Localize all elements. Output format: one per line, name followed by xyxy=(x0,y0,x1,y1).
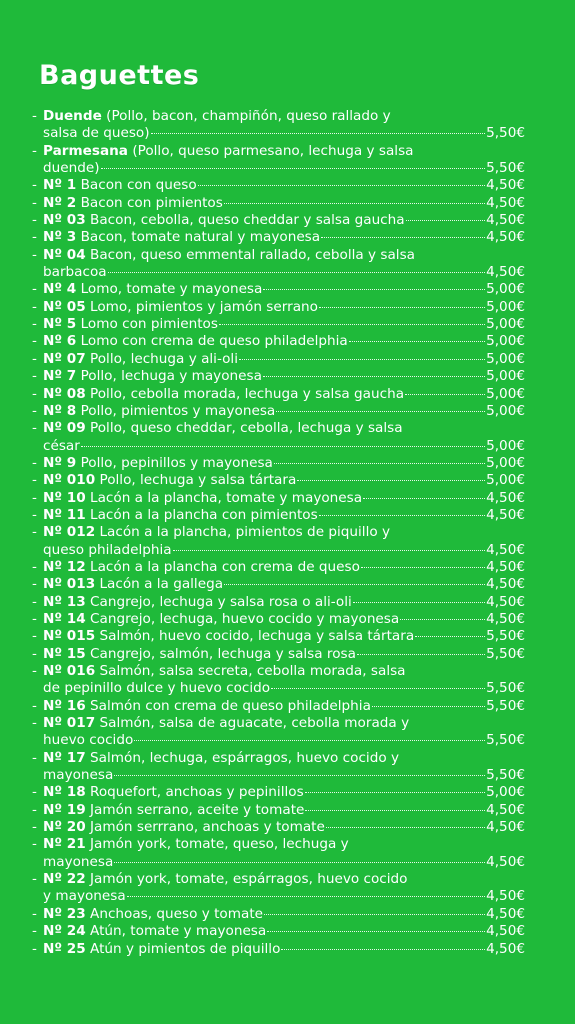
list-dash: - xyxy=(32,420,37,437)
menu-item xyxy=(32,333,525,350)
item-description: Lomo con crema de queso philadelphia xyxy=(80,333,348,350)
item-description: Bacon con pimientos xyxy=(80,194,223,211)
item-code: Nº 08 xyxy=(43,385,86,402)
item-price: 4,50€ xyxy=(486,905,525,922)
item-price: 4,50€ xyxy=(486,819,525,836)
item-description: Lacón a la plancha con pimientos xyxy=(90,506,318,523)
list-dash: - xyxy=(32,749,37,766)
list-dash: - xyxy=(32,229,37,246)
item-price: 5,00€ xyxy=(486,316,525,333)
item-price: 4,50€ xyxy=(486,506,525,523)
item-description: Anchoas, queso y tomate xyxy=(90,905,264,922)
item-price: 5,00€ xyxy=(486,281,525,298)
item-description: salsa de queso) xyxy=(43,125,150,142)
list-dash: - xyxy=(32,177,37,194)
menu-item xyxy=(32,108,525,143)
item-price: 4,50€ xyxy=(486,264,525,281)
item-description: de pepinillo dulce y huevo cocido xyxy=(43,680,271,697)
list-dash: - xyxy=(32,524,37,541)
item-code: Nº 16 xyxy=(43,697,86,714)
menu-item xyxy=(32,663,525,698)
menu-item xyxy=(32,420,525,455)
dot-leader xyxy=(321,237,485,238)
dot-leader xyxy=(239,359,485,360)
item-price: 5,50€ xyxy=(486,767,525,784)
list-dash: - xyxy=(32,576,37,593)
item-code: Nº 05 xyxy=(43,298,86,315)
item-code: Nº 8 xyxy=(43,402,77,419)
item-description: Lomo con pimientos xyxy=(80,316,218,333)
item-price: 4,50€ xyxy=(486,558,525,575)
list-dash: - xyxy=(32,316,37,333)
item-description: Pollo, cebolla morada, lechuga y salsa gaucha xyxy=(90,385,405,402)
item-description: Salmón con crema de queso philadelphia xyxy=(90,697,371,714)
item-code: Nº 12 xyxy=(43,558,86,575)
item-price: 4,50€ xyxy=(486,888,525,905)
item-price: 4,50€ xyxy=(486,194,525,211)
item-description: Salmón, salsa secreta, cebolla morada, salsa xyxy=(99,663,406,679)
item-description: queso philadelphia xyxy=(43,541,172,558)
item-code: Nº 20 xyxy=(43,819,86,836)
item-code: Nº 18 xyxy=(43,784,86,801)
item-description: Atún, tomate y mayonesa xyxy=(90,923,267,940)
item-code: Nº 012 xyxy=(43,524,96,541)
menu-item xyxy=(32,281,525,298)
item-description: Pollo, lechuga y mayonesa xyxy=(80,368,262,385)
list-dash: - xyxy=(32,905,37,922)
menu-item xyxy=(32,247,525,282)
item-price: 4,50€ xyxy=(486,593,525,610)
item-code: Nº 25 xyxy=(43,940,86,957)
item-price: 4,50€ xyxy=(486,541,525,558)
item-code: Nº 013 xyxy=(43,576,96,593)
item-price: 5,50€ xyxy=(486,732,525,749)
dot-leader xyxy=(271,688,485,689)
item-description: Lacón a la plancha, pimientos de piquillo y xyxy=(99,524,391,541)
item-price: 5,50€ xyxy=(486,628,525,645)
list-dash: - xyxy=(32,489,37,506)
item-description: Jamón york, tomate, queso, lechuga y xyxy=(90,836,349,853)
list-dash: - xyxy=(32,819,37,836)
item-code: Nº 7 xyxy=(43,368,77,385)
item-code: Nº 5 xyxy=(43,316,77,333)
menu-item xyxy=(32,195,525,212)
item-code: Nº 1 xyxy=(43,177,77,194)
dot-leader xyxy=(415,636,485,637)
dot-leader xyxy=(281,949,485,950)
list-dash: - xyxy=(32,610,37,627)
list-dash: - xyxy=(32,350,37,367)
item-code: Nº 13 xyxy=(43,593,86,610)
item-description: Pollo, pimientos y mayonesa xyxy=(80,402,276,419)
menu-item xyxy=(32,472,525,489)
list-dash: - xyxy=(32,628,37,645)
item-price: 5,00€ xyxy=(486,402,525,419)
item-code: Nº 04 xyxy=(43,246,86,263)
menu-item xyxy=(32,715,525,750)
dot-leader xyxy=(406,220,485,221)
menu-item xyxy=(32,784,525,801)
item-description: Cangrejo, lechuga y salsa rosa o ali-oli xyxy=(90,593,352,610)
list-dash: - xyxy=(32,402,37,419)
dot-leader xyxy=(173,550,486,551)
dot-leader xyxy=(353,602,485,603)
dot-leader xyxy=(264,914,485,915)
list-dash: - xyxy=(32,645,37,662)
item-code: Nº 4 xyxy=(43,281,77,298)
menu-item xyxy=(32,455,525,472)
menu-item xyxy=(32,941,525,958)
list-dash: - xyxy=(32,784,37,801)
list-dash: - xyxy=(32,801,37,818)
item-price: 5,00€ xyxy=(486,454,525,471)
item-price: 5,50€ xyxy=(486,697,525,714)
list-dash: - xyxy=(32,593,37,610)
menu-item xyxy=(32,143,525,178)
item-price: 5,00€ xyxy=(486,784,525,801)
dot-leader xyxy=(219,324,485,325)
menu-item xyxy=(32,524,525,559)
list-dash: - xyxy=(32,663,37,679)
item-code: Nº 21 xyxy=(43,836,86,853)
item-code: Nº 22 xyxy=(43,871,86,888)
menu-item xyxy=(32,628,525,645)
list-dash: - xyxy=(32,472,37,489)
menu-item xyxy=(32,559,525,576)
menu-item xyxy=(32,351,525,368)
dot-leader xyxy=(297,480,485,481)
item-description: Bacon con queso xyxy=(80,177,197,194)
item-description: césar xyxy=(43,437,80,454)
item-description: Pollo, pepinillos y mayonesa xyxy=(80,454,273,471)
page-title: Baguettes xyxy=(39,60,200,91)
list-dash: - xyxy=(32,298,37,315)
item-description: Roquefort, anchoas y pepinillos xyxy=(90,784,304,801)
item-description: Jamón serrano, aceite y tomate xyxy=(90,801,305,818)
item-price: 5,50€ xyxy=(486,160,525,177)
menu-item xyxy=(32,490,525,507)
list-dash: - xyxy=(32,368,37,385)
menu-item xyxy=(32,576,525,593)
menu-item xyxy=(32,368,525,385)
item-description: duende) xyxy=(43,160,100,177)
list-dash: - xyxy=(32,194,37,211)
item-description: huevo cocido xyxy=(43,732,134,749)
item-price: 5,00€ xyxy=(486,472,525,489)
item-code: Nº 19 xyxy=(43,801,86,818)
item-description: Bacon, tomate natural y mayonesa xyxy=(80,229,321,246)
item-description: Salmón, huevo cocido, lechuga y salsa tártara xyxy=(99,628,415,645)
item-code: Nº 017 xyxy=(43,715,96,732)
dot-leader xyxy=(101,168,486,169)
dot-leader xyxy=(224,584,485,585)
menu-list xyxy=(32,108,525,958)
item-code: Nº 14 xyxy=(43,610,86,627)
dot-leader xyxy=(349,341,485,342)
dot-leader xyxy=(372,706,485,707)
item-price: 4,50€ xyxy=(486,801,525,818)
menu-item xyxy=(32,611,525,628)
list-dash: - xyxy=(32,506,37,523)
dot-leader xyxy=(127,896,485,897)
dot-leader xyxy=(224,203,485,204)
menu-item xyxy=(32,403,525,420)
menu-item xyxy=(32,212,525,229)
menu-item xyxy=(32,229,525,246)
dot-leader xyxy=(114,775,485,776)
list-dash: - xyxy=(32,715,37,732)
item-description: Lomo, tomate y mayonesa xyxy=(80,281,263,298)
dot-leader xyxy=(198,185,485,186)
list-dash: - xyxy=(32,871,37,888)
item-code: Parmesana xyxy=(43,142,128,159)
item-description: barbacoa xyxy=(43,264,107,281)
menu-item xyxy=(32,750,525,785)
menu-item xyxy=(32,871,525,906)
item-description: Atún y pimientos de piquillo xyxy=(90,940,281,957)
list-dash: - xyxy=(32,281,37,298)
menu-item xyxy=(32,906,525,923)
item-description: Pollo, lechuga y salsa tártara xyxy=(99,472,297,489)
item-price: 5,00€ xyxy=(486,368,525,385)
list-dash: - xyxy=(32,697,37,714)
item-description: Lacón a la gallega xyxy=(99,576,224,593)
dot-leader xyxy=(361,567,485,568)
list-dash: - xyxy=(32,142,37,159)
menu-item xyxy=(32,594,525,611)
menu-item xyxy=(32,316,525,333)
dot-leader xyxy=(400,619,485,620)
item-code: Nº 24 xyxy=(43,923,86,940)
item-description: Salmón, salsa de aguacate, cebolla morada y xyxy=(99,715,410,732)
dot-leader xyxy=(267,931,485,932)
menu-item xyxy=(32,836,525,871)
menu-item xyxy=(32,299,525,316)
menu-item xyxy=(32,507,525,524)
dot-leader xyxy=(81,446,485,447)
item-price: 5,00€ xyxy=(486,385,525,402)
item-description: Salmón, lechuga, espárragos, huevo cocido y xyxy=(90,749,400,766)
list-dash: - xyxy=(32,246,37,263)
list-dash: - xyxy=(32,333,37,350)
item-code: Nº 15 xyxy=(43,645,86,662)
item-code: Duende xyxy=(43,108,102,124)
dot-leader xyxy=(263,376,485,377)
item-description: Jamón serrrano, anchoas y tomate xyxy=(90,819,325,836)
dot-leader xyxy=(319,307,485,308)
list-dash: - xyxy=(32,108,37,124)
item-description: Bacon, queso emmental rallado, cebolla y salsa xyxy=(90,246,415,263)
item-code: Nº 9 xyxy=(43,454,77,471)
item-price: 5,00€ xyxy=(486,350,525,367)
list-dash: - xyxy=(32,940,37,957)
item-code: Nº 015 xyxy=(43,628,96,645)
dot-leader xyxy=(108,272,485,273)
menu-item xyxy=(32,802,525,819)
item-code: Nº 23 xyxy=(43,905,86,922)
item-code: Nº 016 xyxy=(43,663,96,679)
dot-leader xyxy=(319,515,485,516)
menu-item xyxy=(32,177,525,194)
item-code: Nº 6 xyxy=(43,333,77,350)
item-description: Bacon, cebolla, queso cheddar y salsa gaucha xyxy=(90,212,405,229)
item-price: 4,50€ xyxy=(486,923,525,940)
item-description: Jamón york, tomate, espárragos, huevo cocido xyxy=(90,871,408,888)
item-price: 4,50€ xyxy=(486,177,525,194)
menu-item xyxy=(32,923,525,940)
dot-leader xyxy=(276,411,485,412)
item-code: Nº 3 xyxy=(43,229,77,246)
item-code: Nº 03 xyxy=(43,212,86,229)
item-description: (Pollo, bacon, champiñón, queso rallado y xyxy=(106,108,391,124)
item-price: 4,50€ xyxy=(486,940,525,957)
item-description: mayonesa xyxy=(43,853,114,870)
item-description: Pollo, lechuga y ali-oli xyxy=(90,350,238,367)
dot-leader xyxy=(274,463,485,464)
menu-item xyxy=(32,646,525,663)
item-description: Lacón a la plancha, tomate y mayonesa xyxy=(90,489,363,506)
item-code: Nº 07 xyxy=(43,350,86,367)
item-price: 4,50€ xyxy=(486,853,525,870)
list-dash: - xyxy=(32,558,37,575)
item-price: 5,50€ xyxy=(486,680,525,697)
item-description: Cangrejo, salmón, lechuga y salsa rosa xyxy=(90,645,356,662)
dot-leader xyxy=(114,862,485,863)
item-code: Nº 17 xyxy=(43,749,86,766)
dot-leader xyxy=(305,792,485,793)
item-price: 5,00€ xyxy=(486,333,525,350)
item-price: 5,00€ xyxy=(486,437,525,454)
item-code: Nº 010 xyxy=(43,472,96,489)
menu-item xyxy=(32,819,525,836)
item-code: Nº 11 xyxy=(43,506,86,523)
item-code: Nº 2 xyxy=(43,194,77,211)
dot-leader xyxy=(326,827,485,828)
item-description: (Pollo, queso parmesano, lechuga y salsa xyxy=(132,142,414,159)
item-description: Lacón a la plancha con crema de queso xyxy=(90,558,360,575)
dot-leader xyxy=(263,289,485,290)
list-dash: - xyxy=(32,385,37,402)
list-dash: - xyxy=(32,836,37,853)
menu-item xyxy=(32,698,525,715)
item-description: Cangrejo, lechuga, huevo cocido y mayonesa xyxy=(90,610,400,627)
item-price: 4,50€ xyxy=(486,576,525,593)
dot-leader xyxy=(357,654,485,655)
item-price: 5,50€ xyxy=(486,125,525,142)
item-price: 4,50€ xyxy=(486,212,525,229)
item-description: y mayonesa xyxy=(43,888,126,905)
menu-item xyxy=(32,386,525,403)
item-description: Pollo, queso cheddar, cebolla, lechuga y salsa xyxy=(90,420,403,437)
dot-leader xyxy=(134,740,485,741)
item-price: 5,50€ xyxy=(486,645,525,662)
list-dash: - xyxy=(32,923,37,940)
list-dash: - xyxy=(32,212,37,229)
dot-leader xyxy=(405,394,485,395)
item-price: 4,50€ xyxy=(486,489,525,506)
dot-leader xyxy=(363,498,485,499)
list-dash: - xyxy=(32,454,37,471)
item-description: mayonesa xyxy=(43,767,114,784)
item-price: 4,50€ xyxy=(486,229,525,246)
item-description: Lomo, pimientos y jamón serrano xyxy=(90,298,318,315)
dot-leader xyxy=(305,810,485,811)
item-price: 5,00€ xyxy=(486,298,525,315)
dot-leader xyxy=(151,133,486,134)
item-code: Nº 09 xyxy=(43,420,86,437)
item-price: 4,50€ xyxy=(486,610,525,627)
item-code: Nº 10 xyxy=(43,489,86,506)
